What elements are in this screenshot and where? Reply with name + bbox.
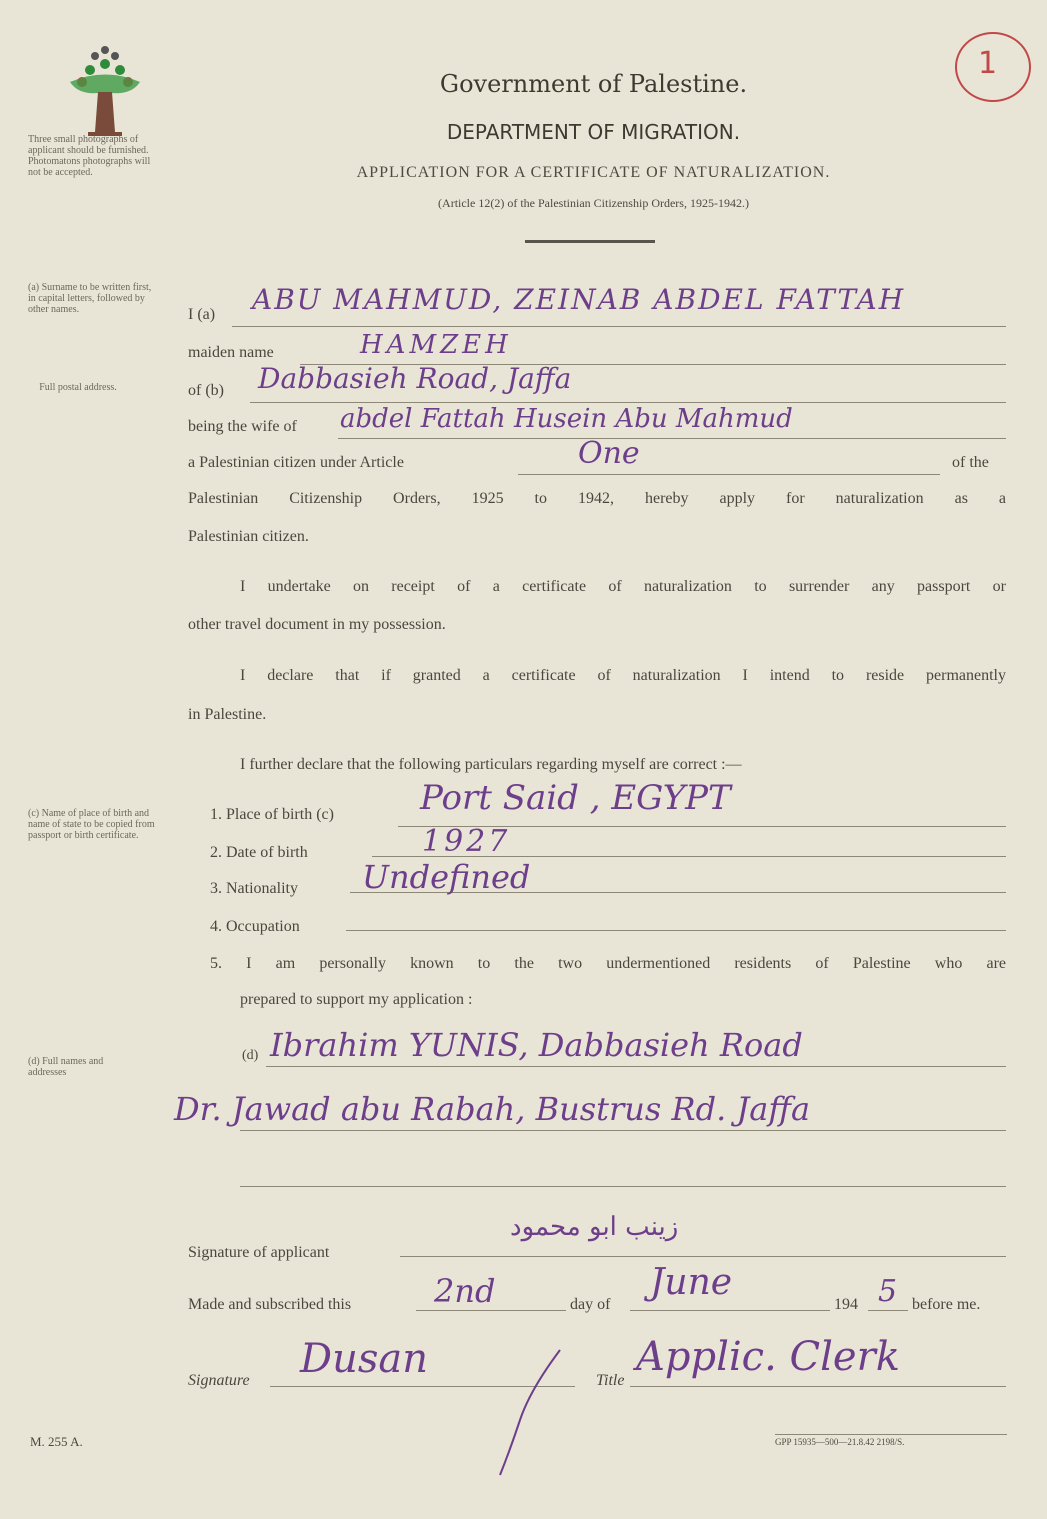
- label-i-a: I (a): [188, 306, 216, 323]
- name-line: [232, 326, 1006, 327]
- label-signature: Signature: [188, 1372, 250, 1389]
- day-value: 2nd: [434, 1272, 496, 1310]
- form-number: M. 255 A.: [30, 1434, 83, 1449]
- referee1-line: [266, 1066, 1006, 1067]
- signature-flourish: [460, 1340, 580, 1480]
- item5-line1: 5. I am personally known to the two undermentioned residents of Palestine who are: [210, 955, 1006, 972]
- label-year-prefix: 194: [834, 1296, 858, 1313]
- margin-note-c: (c) Name of place of birth and name of state to be copied from passport or birth certificate.: [28, 808, 155, 841]
- label-occupation: 4. Occupation: [210, 918, 300, 935]
- applicant-name: ABU MAHMUD, ZEINAB ABDEL FATTAH: [252, 283, 906, 316]
- printer-code: GPP 15935—500—21.8.42 2198/S.: [775, 1434, 1007, 1447]
- referee1-value: Ibrahim YUNIS, Dabbasieh Road: [270, 1026, 803, 1064]
- article-value: One: [578, 436, 640, 471]
- page-number: 1: [978, 46, 998, 81]
- husband-value: abdel Fattah Husein Abu Mahmud: [340, 404, 793, 434]
- application-title: APPLICATION FOR A CERTIFICATE OF NATURALIZATION.: [356, 164, 831, 181]
- month-value: June: [650, 1262, 733, 1303]
- year-line: [868, 1310, 908, 1311]
- occupation-line: [346, 930, 1006, 931]
- photo-note: Three small photographs of applicant should be furnished. Photomatons photographs will not be accepted.: [28, 134, 151, 178]
- year-digit-value: 5: [878, 1274, 898, 1309]
- para3-line2: in Palestine.: [188, 706, 267, 723]
- referee2-value: Dr. Jawad abu Rabah, Bustrus Rd. Jaffa: [174, 1090, 811, 1128]
- para1-line2: Palestinian citizen.: [188, 528, 309, 545]
- maiden-name-value: HAMZEH: [360, 330, 512, 360]
- title-value: Applic. Clerk: [636, 1334, 900, 1380]
- address-value: Dabbasieh Road, Jaffa: [258, 362, 572, 395]
- referee2-line: [240, 1130, 1006, 1131]
- label-wife-of: being the wife of: [188, 418, 297, 435]
- label-d: (d): [242, 1048, 259, 1063]
- address-line: [250, 402, 1006, 403]
- husband-line: [338, 438, 1006, 439]
- label-maiden-name: maiden name: [188, 344, 274, 361]
- date-of-birth-value: 1927: [422, 824, 511, 859]
- signature-applicant-line: [400, 1256, 1006, 1257]
- para2-line2: other travel document in my possession.: [188, 616, 446, 633]
- referee3-line: [240, 1186, 1006, 1187]
- label-date-of-birth: 2. Date of birth: [210, 844, 308, 861]
- margin-note-d: (d) Full names and addresses: [28, 1056, 104, 1078]
- month-line: [630, 1310, 830, 1311]
- nationality-value: Undefined: [362, 858, 531, 896]
- label-of-the: of the: [952, 454, 989, 471]
- label-place-of-birth: 1. Place of birth (c): [210, 806, 334, 823]
- official-signature-value: Dusan: [300, 1336, 428, 1382]
- para2-line1: I undertake on receipt of a certificate of naturalization to surrender any passport or: [240, 578, 1006, 595]
- margin-note-a: (a) Surname to be written first, in capital letters, followed by other names.: [28, 282, 152, 315]
- label-citizen-under: a Palestinian citizen under Article: [188, 454, 404, 471]
- label-of-b: of (b): [188, 382, 224, 399]
- day-line: [416, 1310, 566, 1311]
- header-rule: [525, 240, 655, 243]
- government-title: Government of Palestine.: [439, 70, 748, 98]
- applicant-signature: زينب ابو محمود: [510, 1212, 679, 1242]
- title-line: [630, 1386, 1006, 1387]
- article-reference: (Article 12(2) of the Palestinian Citizenship Orders, 1925-1942.): [438, 196, 749, 210]
- label-before-me: before me.: [912, 1296, 981, 1313]
- place-of-birth-value: Port Said , EGYPT: [420, 778, 731, 818]
- article-line: [518, 474, 940, 475]
- para4: I further declare that the following particulars regarding myself are correct :—: [240, 756, 742, 773]
- margin-note-b: Full postal address.: [39, 382, 117, 393]
- label-signature-applicant: Signature of applicant: [188, 1244, 330, 1261]
- para1-line1: Palestinian Citizenship Orders, 1925 to 1942, hereby apply for naturalization as a: [188, 490, 1006, 507]
- para3-line1: I declare that if granted a certificate of naturalization I intend to reside permanently: [240, 667, 1006, 684]
- item5-line2: prepared to support my application :: [240, 991, 473, 1008]
- label-nationality: 3. Nationality: [210, 880, 298, 897]
- label-title: Title: [596, 1372, 625, 1389]
- label-made-subscribed: Made and subscribed this: [188, 1296, 352, 1313]
- department-title: DEPARTMENT OF MIGRATION.: [446, 120, 741, 144]
- label-day-of: day of: [570, 1296, 611, 1313]
